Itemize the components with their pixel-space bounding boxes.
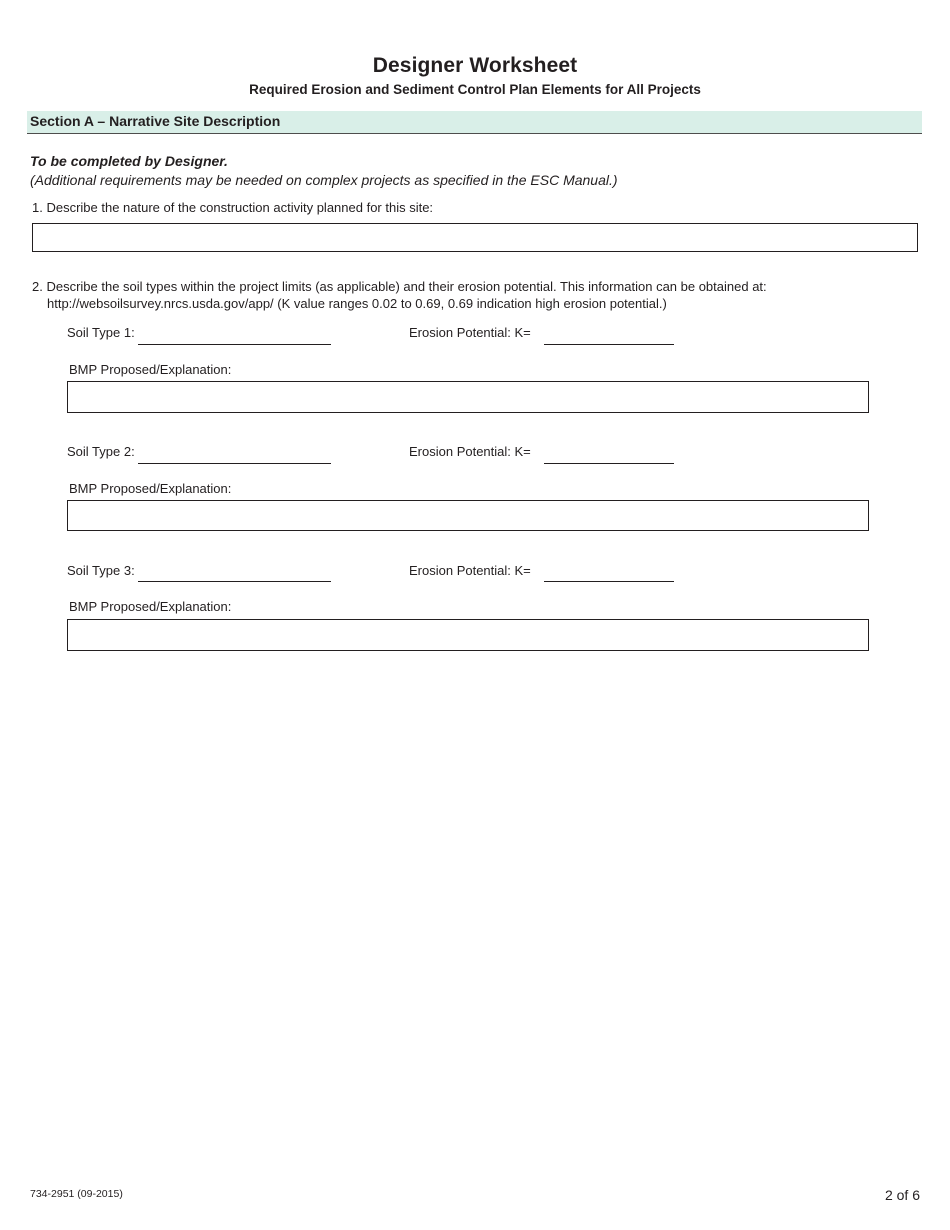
page-title: Designer Worksheet (372, 54, 578, 77)
erosion-potential-3-label: Erosion Potential: K= (409, 563, 531, 578)
construction-activity-field[interactable] (32, 223, 918, 252)
bmp-3-label: BMP Proposed/Explanation: (69, 599, 232, 614)
bmp-3-field[interactable] (67, 619, 869, 651)
question-1-label: 1. Describe the nature of the construction activity planned for this site: (32, 200, 434, 215)
soil-type-1-input[interactable] (138, 344, 331, 345)
soil-type-3-label: Soil Type 3: (67, 563, 135, 578)
erosion-potential-2-label: Erosion Potential: K= (409, 444, 531, 459)
form-code: 734-2951 (09-2015) (30, 1188, 123, 1200)
soil-type-1-label: Soil Type 1: (67, 325, 135, 340)
erosion-potential-1-input[interactable] (544, 344, 674, 345)
section-a-title: Section A – Narrative Site Description (30, 113, 281, 129)
bmp-2-label: BMP Proposed/Explanation: (69, 481, 232, 496)
designer-note: To be completed by Designer. (30, 153, 228, 169)
page-subtitle: Required Erosion and Sediment Control Plan Elements for All Projects (249, 82, 701, 97)
question-2-reference: http://websoilsurvey.nrcs.usda.gov/app/ (K value ranges 0.02 to 0.69, 0.69 indication high erosion potential.) (47, 296, 667, 311)
erosion-potential-3-input[interactable] (544, 581, 674, 582)
bmp-1-field[interactable] (67, 381, 869, 413)
bmp-1-label: BMP Proposed/Explanation: (69, 362, 232, 377)
additional-requirements-note: (Additional requirements may be needed on complex projects as specified in the ESC Manual.) (30, 172, 618, 188)
section-a-header (27, 111, 922, 134)
soil-type-2-input[interactable] (138, 463, 331, 464)
erosion-potential-1-label: Erosion Potential: K= (409, 325, 531, 340)
soil-type-2-label: Soil Type 2: (67, 444, 135, 459)
erosion-potential-2-input[interactable] (544, 463, 674, 464)
question-2-label: 2. Describe the soil types within the project limits (as applicable) and their erosion potential. This information can be obtained at: (32, 279, 767, 294)
page-number: 2 of 6 (884, 1187, 920, 1203)
soil-type-3-input[interactable] (138, 581, 331, 582)
bmp-2-field[interactable] (67, 500, 869, 531)
